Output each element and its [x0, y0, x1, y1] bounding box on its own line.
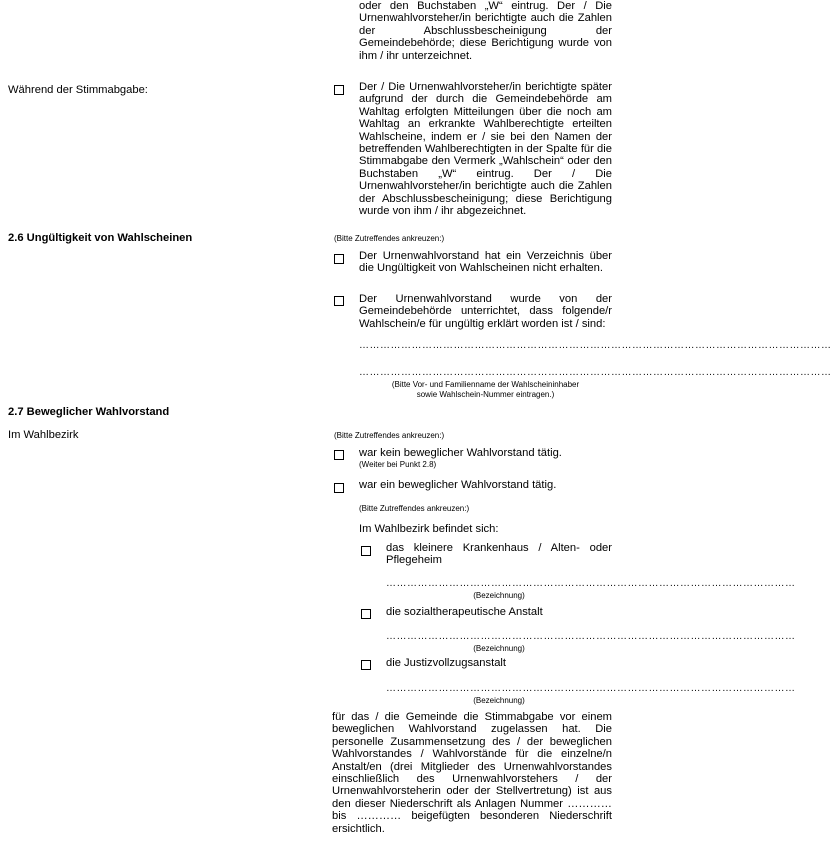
- checkbox-social-therapy[interactable]: [361, 609, 371, 619]
- during-voting-option-text: Der / Die Urnenwahlvorsteher/in berichtigte später aufgrund der durch die Gemeindebehörde am Wahltag erfolgten Mitteilungen über die noch am Wahltag an erkrankte Wahlberechtigte erteilten Wahlscheine, indem er / sie bei den Namen der betreffenden Wahlberechtigten in der Spalte für die Stimmabgabe den Vermerk „Wahlschein“ oder den Buchstaben „W“ eintrug. Der / Die Urnenwahlvorsteher/in berichtigte auch die Zahlen der Abschlussbescheinigung; diese Berichtigung wurde von ihm / ihr abgezeichnet.: [359, 81, 612, 218]
- section-2-6-heading: 2.6 Ungültigkeit von Wahlscheinen: [8, 232, 193, 244]
- caption-social-therapy: (Bezeichnung): [473, 644, 525, 653]
- section-2-7-label: Im Wahlbezirk: [8, 429, 79, 441]
- section-2-7-heading: 2.7 Beweglicher Wahlvorstand: [8, 406, 170, 418]
- sub-option-prison: die Justizvollzugsanstalt: [386, 657, 507, 669]
- option-no-mobile-board-note: (Weiter bei Punkt 2.8): [359, 460, 437, 469]
- option-invalid-notified: Der Urnenwahlvorstand wurde von der Gemeindebehörde unterrichtet, dass folgende/r Wahlschein/e für ungültig erklärt worden ist / sind:: [359, 293, 612, 330]
- fill-note-line-2: sowie Wahlschein-Nummer eintragen.): [416, 390, 555, 399]
- checkbox-mobile-board-active[interactable]: [334, 483, 344, 493]
- option-no-invalid-list: Der Urnenwahlvorstand hat ein Verzeichnis über die Ungültigkeit von Wahlscheinen nicht erhalten.: [359, 250, 612, 275]
- sub-instruction: (Bitte Zutreffendes ankreuzen:): [359, 504, 470, 513]
- fill-line-hospital[interactable]: ………………………………………………………………………………………………………: [386, 578, 796, 589]
- fill-line-2[interactable]: ………………………………………………………………………………………………………………………: [359, 367, 832, 378]
- caption-prison: (Bezeichnung): [473, 696, 525, 705]
- checkbox-prison[interactable]: [361, 660, 371, 670]
- closing-paragraph: für das / die Gemeinde die Stimmabgabe vor einem beweglichen Wahlvorstand zugelassen hat. Die personelle Zusammensetzung des / der beweglichen Wahlvorstandes / Wahlvorstände für die einzelne/n Anstalt/en (drei Mitglieder des Urnenwahlvorstandes einschließlich des Urnenwahlvorstehers / der Urnenwahlvorsteherin oder der Stellvertretung) ist aus den dieser Niederschrift als Anlagen Nummer ………… bis ………… beigefügten besonderen Niederschrift ersichtlich.: [332, 711, 612, 835]
- checkbox-no-invalid-list[interactable]: [334, 254, 344, 264]
- continuation-paragraph: oder den Buchstaben „W“ eintrug. Der / Die Urnenwahlvorsteher/in berichtigte auch die Zahlen der Abschlussbescheinigung der Gemeindebehörde; diese Berichtigung wurde von ihm / ihr unterzeichnet.: [359, 0, 612, 62]
- sub-option-social-therapy: die sozialtherapeutische Anstalt: [386, 606, 543, 618]
- checkbox-invalid-notified[interactable]: [334, 296, 344, 306]
- section-2-6-instruction: (Bitte Zutreffendes ankreuzen:): [334, 234, 445, 243]
- checkbox-during-voting[interactable]: [334, 85, 344, 95]
- checkbox-no-mobile-board[interactable]: [334, 450, 344, 460]
- checkbox-hospital[interactable]: [361, 546, 371, 556]
- fill-line-social-therapy[interactable]: ………………………………………………………………………………………………………: [386, 631, 796, 642]
- fill-line-1[interactable]: ………………………………………………………………………………………………………………………: [359, 340, 832, 351]
- fill-line-prison[interactable]: ………………………………………………………………………………………………………: [386, 683, 796, 694]
- section-2-7-instruction: (Bitte Zutreffendes ankreuzen:): [334, 431, 445, 440]
- fill-note-line-1: (Bitte Vor- und Familienname der Wahlscheininhaber: [391, 380, 580, 389]
- option-mobile-board-active: war ein beweglicher Wahlvorstand tätig.: [359, 479, 557, 491]
- caption-hospital: (Bezeichnung): [473, 591, 525, 600]
- located-label: Im Wahlbezirk befindet sich:: [359, 523, 499, 535]
- sub-option-hospital: das kleinere Krankenhaus / Alten- oder Pflegeheim: [386, 542, 612, 567]
- option-no-mobile-board: war kein beweglicher Wahlvorstand tätig.: [359, 447, 562, 459]
- during-voting-label: Während der Stimmabgabe:: [8, 84, 148, 96]
